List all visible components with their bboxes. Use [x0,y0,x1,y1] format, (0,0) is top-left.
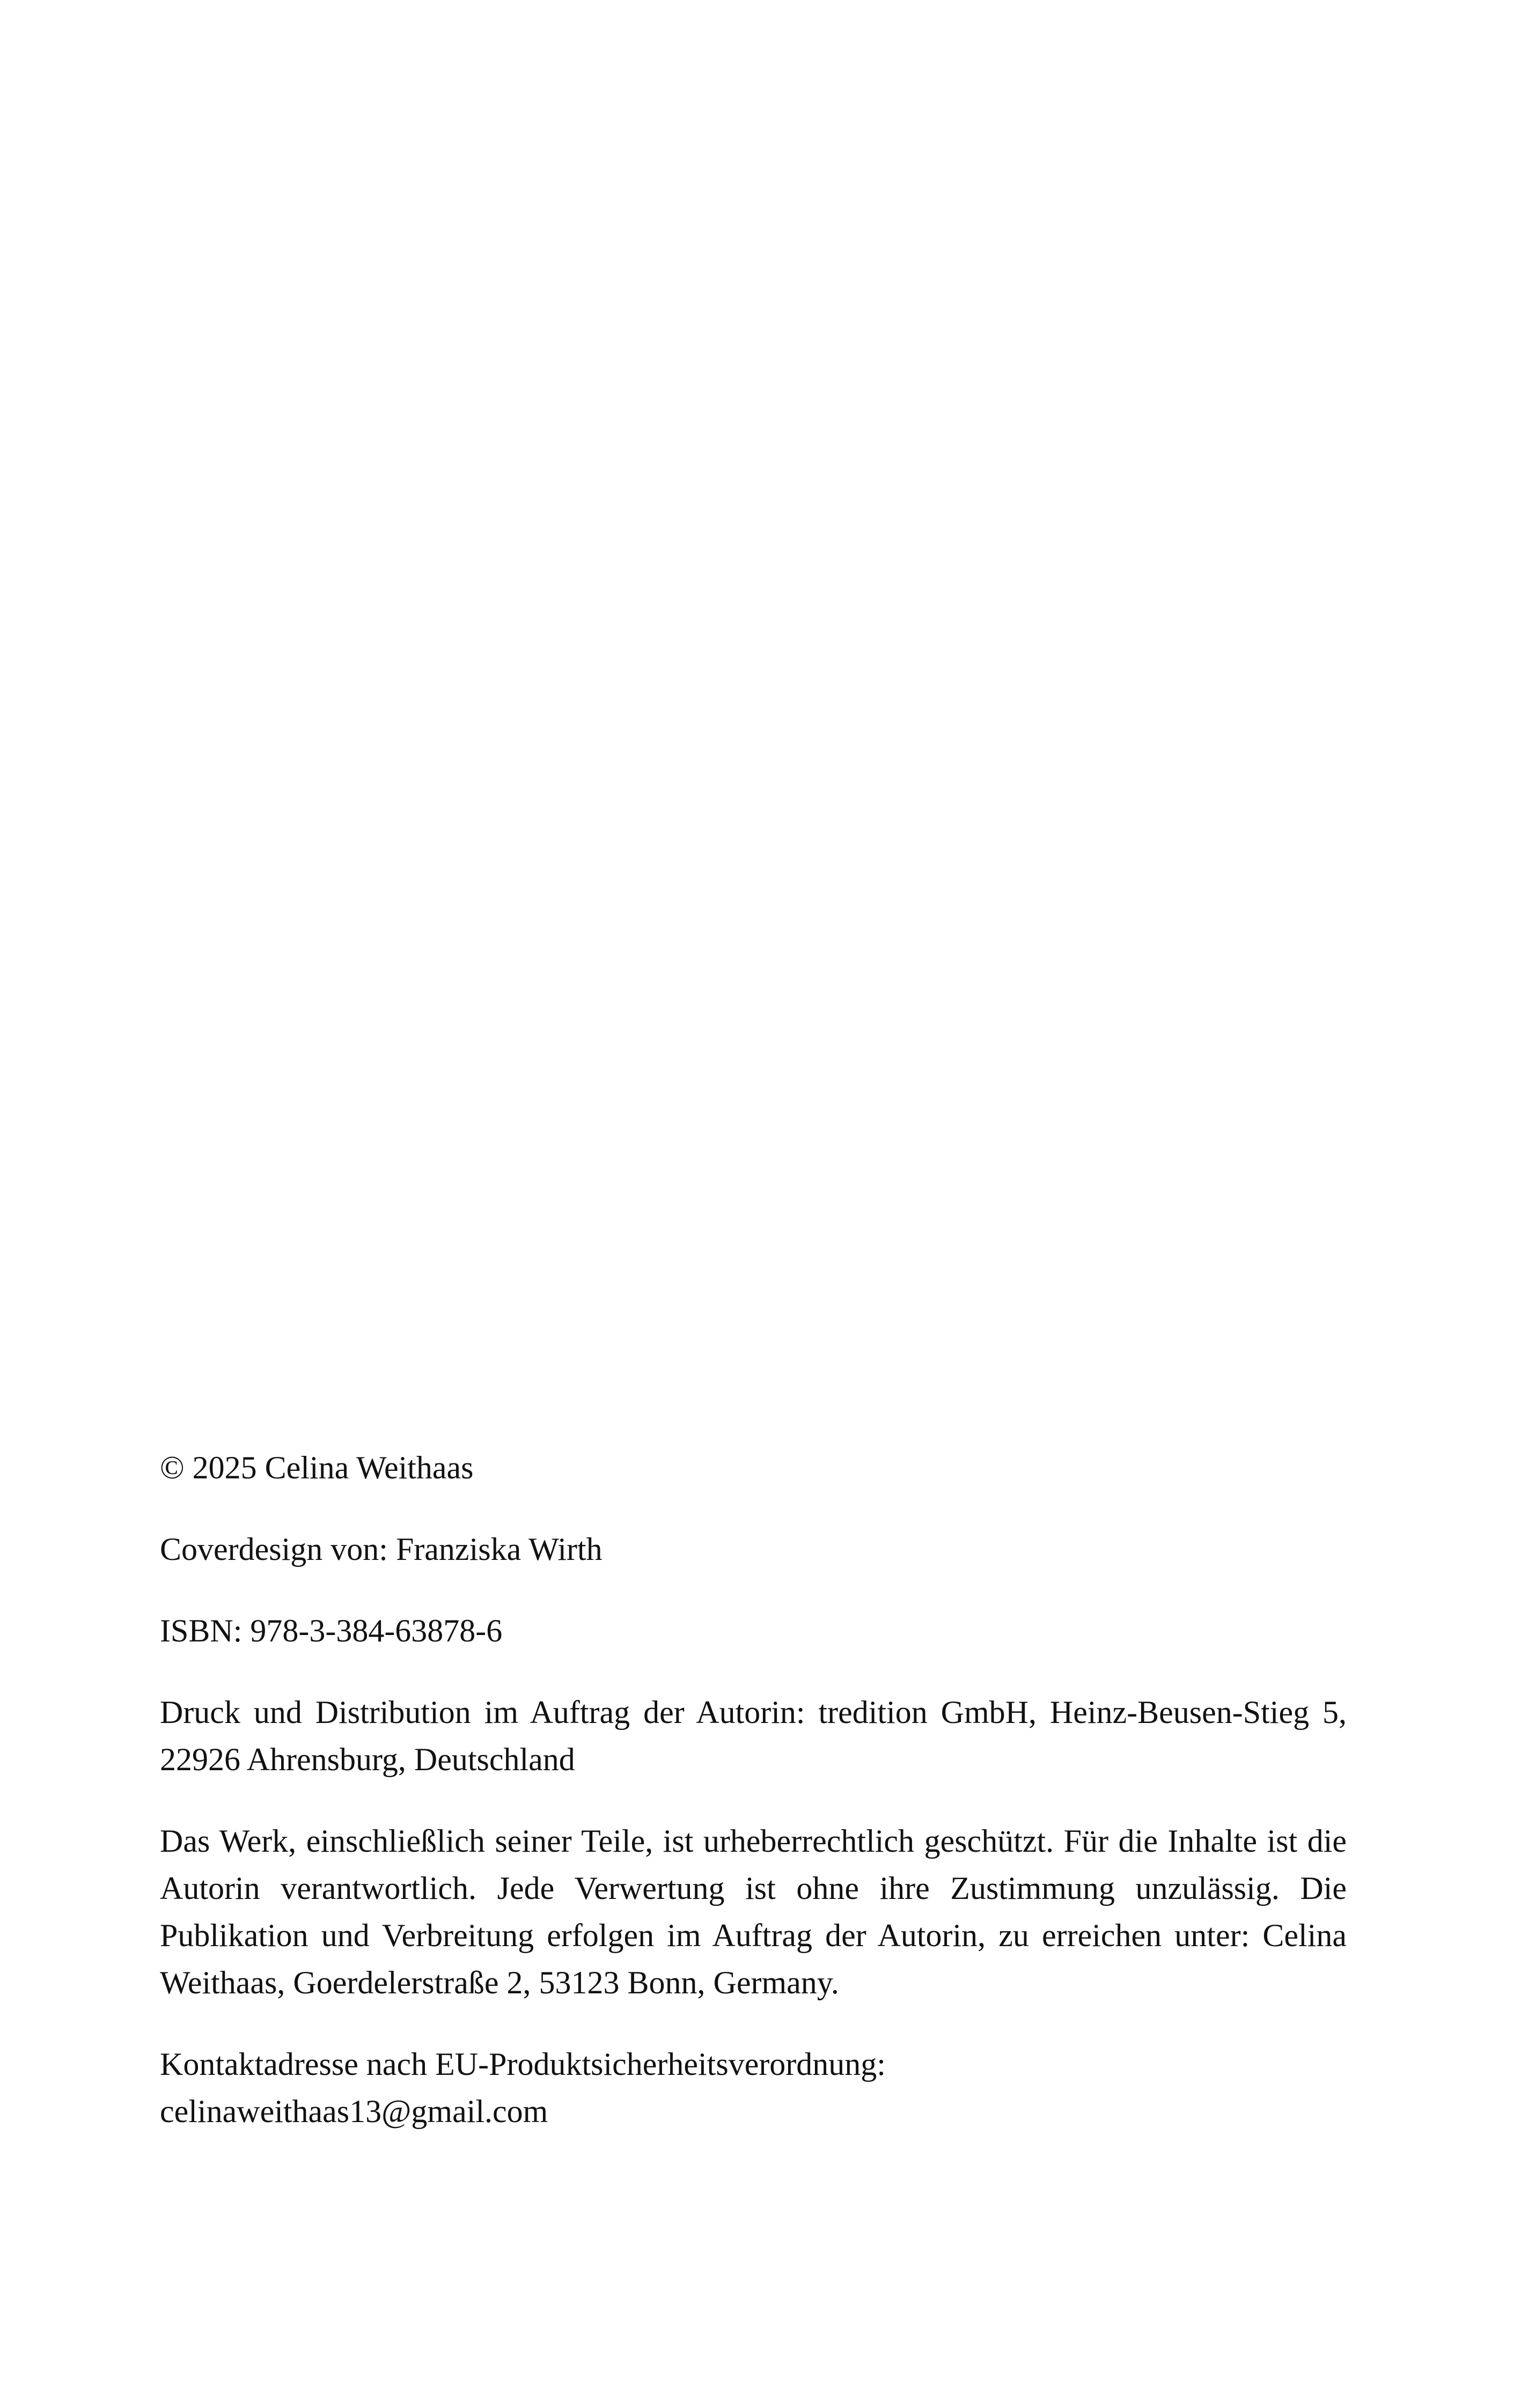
contact-email: celinaweithaas13@gmail.com [160,2094,548,2129]
contact-block [160,2041,1347,2135]
spacer [160,1783,1347,1817]
copyright-line: © 2025 Celina Weithaas [160,1450,474,1485]
spacer [160,1573,1347,1607]
spacer [160,1491,1347,1526]
printing-distribution-note: Druck und Distribution im Auftrag der Autorin: tredition GmbH, Heinz-Beusen-Stieg 5, 22926 Ahrensburg, Deutschland [160,1695,1347,1777]
contact-label: Kontaktadresse nach EU-Produktsicherheitsverordnung: [160,2046,886,2082]
copyright-notice: Das Werk, einschließlich seiner Teile, ist urheberrechtlich geschützt. Für die Inhalte ist die Autorin verantwortlich. Jede Verwertung ist ohne ihre Zustimmung unzulässig. Die Publikation und Verbreitung erfolgen im Auftrag der Autorin, zu erreichen unter: Celina Weithaas, Goerdelerstraße 2, 53123 Bonn, Germany. [160,1823,1347,2000]
isbn-line: ISBN: 978-3-384-63878-6 [160,1613,503,1648]
spacer [160,1654,1347,1689]
cover-design-credit: Coverdesign von: Franziska Wirth [160,1531,602,1567]
spacer [160,2006,1347,2041]
imprint-block [160,1444,1347,2135]
